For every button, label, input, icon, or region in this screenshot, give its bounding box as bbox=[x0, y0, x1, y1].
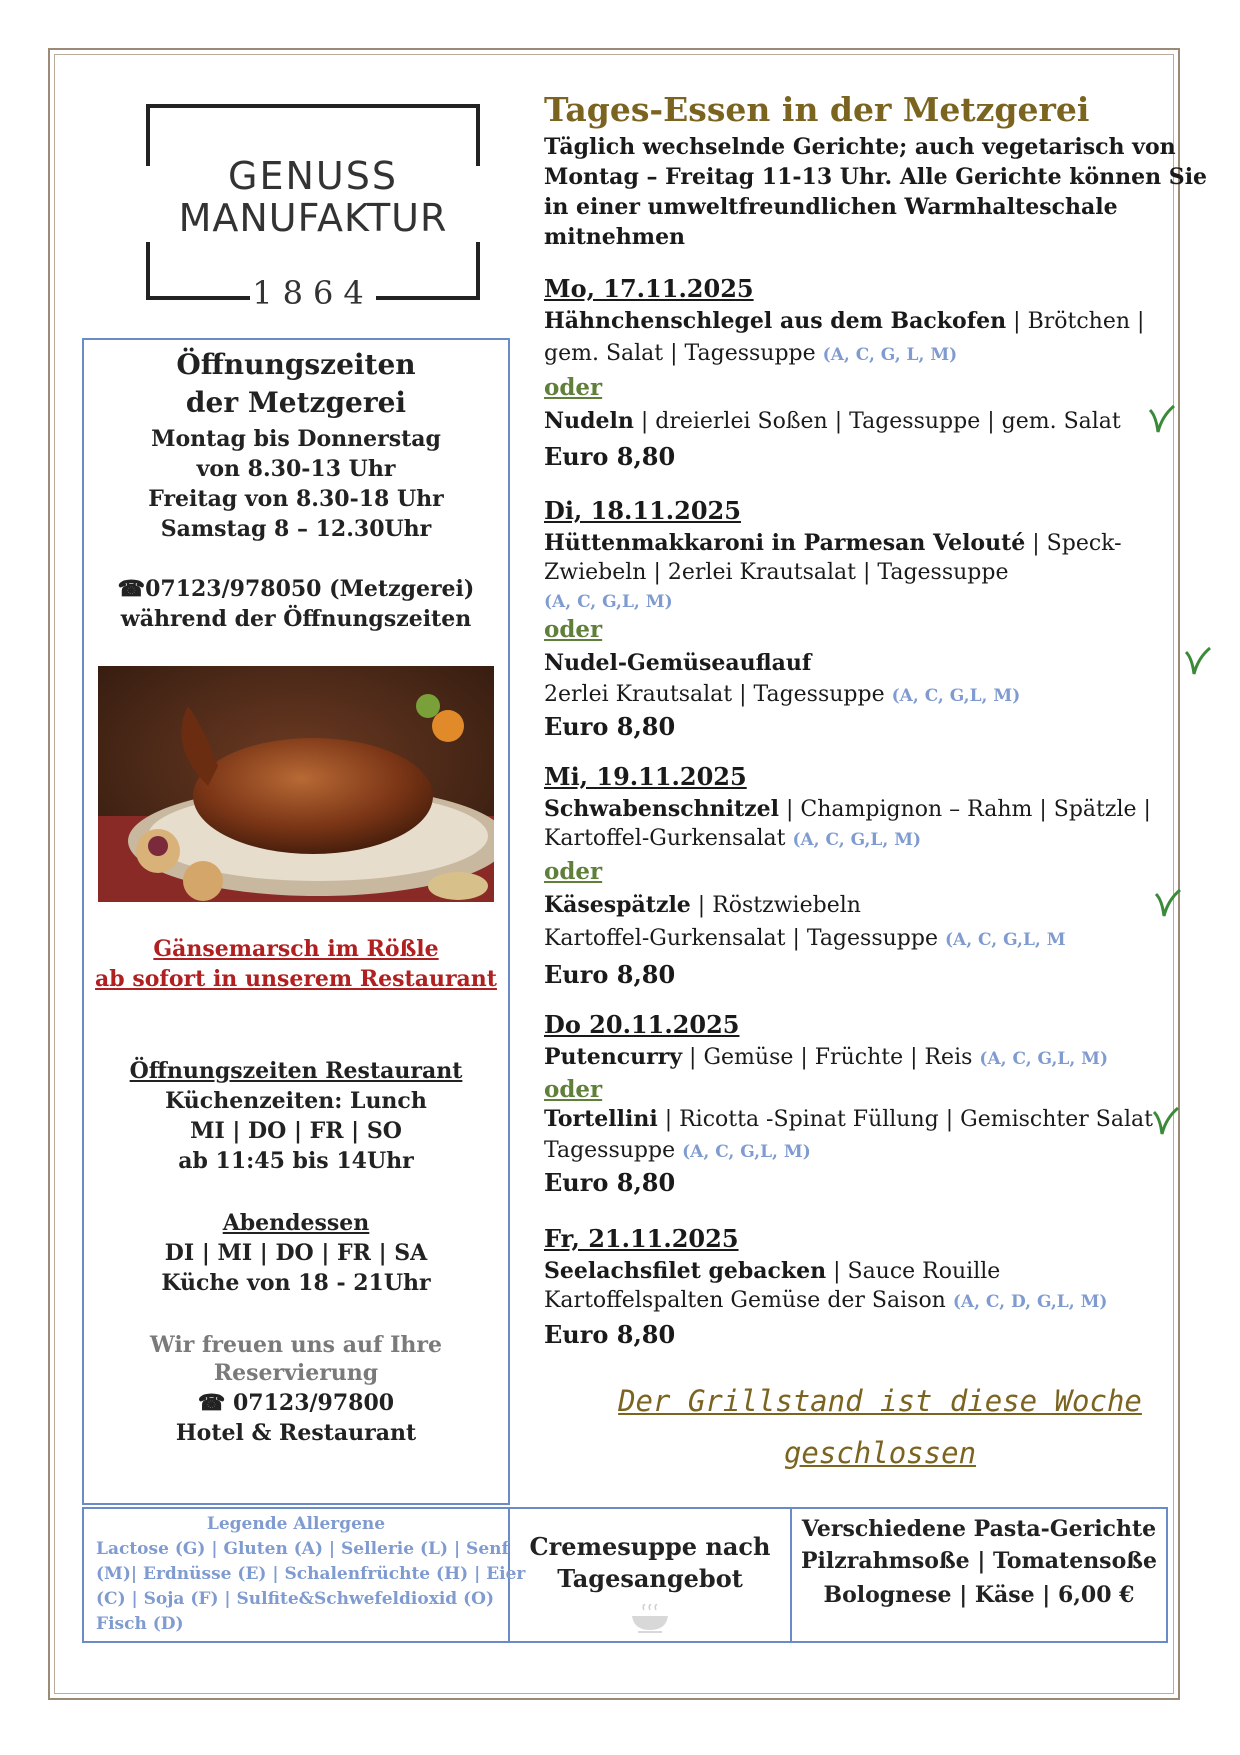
dinner-hours-line: Küche von 18 - 21Uhr bbox=[161, 1270, 431, 1296]
logo-word-1: GENUSS bbox=[228, 154, 398, 198]
lunch-hours-line: MI | DO | FR | SO bbox=[190, 1118, 402, 1144]
leaf-icon bbox=[1182, 644, 1212, 678]
logo-word-2: MANUFAKTUR bbox=[178, 196, 448, 240]
day-date-wednesday: Mi, 19.11.2025 bbox=[544, 762, 747, 791]
butchery-hours-line: von 8.30-13 Uhr bbox=[196, 456, 396, 482]
allergen-legend-line: Lactose (G) | Gluten (A) | Sellerie (L) | Senf bbox=[96, 1539, 509, 1559]
allergen-codes: (A, C, D, G,L, M) bbox=[952, 1292, 1108, 1312]
grill-notice-line-2: geschlossen bbox=[783, 1436, 977, 1470]
allergen-legend-line: (C) | Soja (F) | Sulfite&Schwefeldioxid (O) bbox=[96, 1589, 494, 1609]
leaf-icon bbox=[1152, 886, 1182, 920]
leaf-icon bbox=[1146, 402, 1176, 436]
page-title: Tages-Essen in der Metzgerei bbox=[544, 90, 1090, 129]
price: Euro 8,80 bbox=[544, 1320, 676, 1349]
logo bbox=[146, 104, 480, 312]
allergen-codes: (A, C, G,L, M) bbox=[891, 686, 1021, 706]
soup-line-2: Tagesangebot bbox=[557, 1564, 743, 1593]
allergen-legend-line: Fisch (D) bbox=[96, 1614, 184, 1634]
intro-line: Täglich wechselnde Gerichte; auch vegetarisch von bbox=[544, 134, 1176, 160]
allergen-codes: (A, C, G, L, M) bbox=[822, 345, 958, 365]
lunch-hours-line: ab 11:45 bis 14Uhr bbox=[178, 1148, 414, 1174]
dish-line: Tagessuppe (A, C, G,L, M) bbox=[544, 1138, 811, 1163]
butchery-hours-line: Freitag von 8.30-18 Uhr bbox=[148, 486, 444, 512]
dish-name: Nudel-Gemüseauflauf bbox=[544, 650, 812, 676]
grill-notice-line-1: Der Grillstand ist diese Woche bbox=[618, 1384, 1142, 1418]
lunch-hours-line: Küchenzeiten: Lunch bbox=[165, 1088, 427, 1114]
or-label: oder bbox=[544, 1076, 603, 1103]
restaurant-name: Hotel & Restaurant bbox=[175, 1420, 417, 1446]
butchery-hours-title-1: Öffnungszeiten bbox=[176, 348, 416, 381]
dish-line: Tortellini | Ricotta -Spinat Füllung | Gemischter Salat bbox=[544, 1106, 1153, 1132]
dish-line: Kartoffelspalten Gemüse der Saison (A, C, D, G,L, M) bbox=[544, 1288, 1108, 1313]
dinner-hours-line: DI | MI | DO | FR | SA bbox=[164, 1240, 428, 1266]
pasta-line-2: Pilzrahmsoße | Tomatensoße bbox=[801, 1548, 1157, 1574]
allergen-codes: (A, C, G,L, M) bbox=[792, 830, 922, 850]
butchery-phone-note: während der Öffnungszeiten bbox=[120, 606, 472, 632]
intro-line: Montag – Freitag 11-13 Uhr. Alle Gerichte können Sie bbox=[544, 164, 1208, 190]
soup-line-1: Cremesuppe nach bbox=[529, 1532, 771, 1561]
dish-line: Nudeln | dreierlei Soßen | Tagessuppe | gem. Salat bbox=[544, 408, 1121, 434]
dish-line: Schwabenschnitzel | Champignon – Rahm | Spätzle | bbox=[544, 796, 1151, 822]
dish-line: 2erlei Krautsalat | Tagessuppe (A, C, G,L, M) bbox=[544, 682, 1021, 707]
or-label: oder bbox=[544, 374, 603, 401]
restaurant-phone: ☎ 07123/97800 bbox=[197, 1390, 395, 1416]
butchery-phone: ☎07123/978050 (Metzgerei) bbox=[117, 576, 475, 602]
dish-line: Kartoffel-Gurkensalat | Tagessuppe (A, C, G,L, M bbox=[544, 926, 1066, 951]
leaf-icon bbox=[1150, 1104, 1180, 1138]
dinner-title: Abendessen bbox=[222, 1210, 370, 1236]
dish-line: Kartoffel-Gurkensalat (A, C, G,L, M) bbox=[544, 826, 922, 851]
dish-line: gem. Salat | Tagessuppe (A, C, G, L, M) bbox=[544, 341, 958, 366]
dish-line: Putencurry | Gemüse | Früchte | Reis (A, C, G,L, M) bbox=[544, 1044, 1109, 1070]
day-date-monday: Mo, 17.11.2025 bbox=[544, 274, 754, 303]
allergen-legend-line: (M)| Erdnüsse (E) | Schalenfrüchte (H) | Eier bbox=[96, 1564, 526, 1584]
day-date-friday: Fr, 21.11.2025 bbox=[544, 1224, 739, 1253]
dish-line: Hähnchenschlegel aus dem Backofen | Brötchen | bbox=[544, 308, 1145, 334]
or-label: oder bbox=[544, 858, 603, 885]
intro-line: mitnehmen bbox=[544, 224, 686, 250]
promo-line-2: ab sofort in unserem Restaurant bbox=[95, 966, 497, 992]
allergen-codes: (A, C, G,L, M) bbox=[682, 1142, 811, 1162]
price: Euro 8,80 bbox=[544, 442, 676, 471]
reservation-line: Reservierung bbox=[213, 1360, 379, 1386]
restaurant-hours-title: Öffnungszeiten Restaurant bbox=[129, 1058, 463, 1084]
pasta-line-3: Bolognese | Käse | 6,00 € bbox=[823, 1582, 1135, 1608]
allergen-codes: (A, C, G,L, M) bbox=[979, 1049, 1109, 1069]
promo-line-1: Gänsemarsch im Rößle bbox=[153, 936, 439, 962]
allergen-codes: (A, C, G,L, M bbox=[944, 930, 1066, 950]
allergen-legend-title: Legende Allergene bbox=[206, 1514, 386, 1534]
dish-line: Käsespätzle | Röstzwiebeln bbox=[544, 892, 861, 918]
reservation-line: Wir freuen uns auf Ihre bbox=[150, 1332, 442, 1358]
soup-bowl-icon bbox=[628, 1604, 672, 1634]
butchery-hours-title-2: der Metzgerei bbox=[185, 386, 407, 419]
butchery-hours-line: Samstag 8 – 12.30Uhr bbox=[160, 516, 432, 542]
dish-line: Zwiebeln | 2erlei Krautsalat | Tagessuppe bbox=[544, 560, 1009, 585]
dish-line: Seelachsfilet gebacken | Sauce Rouille bbox=[544, 1258, 1001, 1284]
day-date-thursday: Do 20.11.2025 bbox=[544, 1010, 740, 1039]
roast-goose-photo bbox=[98, 666, 494, 902]
allergen-codes: (A, C, G,L, M) bbox=[544, 592, 673, 612]
pasta-line-1: Verschiedene Pasta-Gerichte bbox=[801, 1516, 1157, 1542]
butchery-hours-line: Montag bis Donnerstag bbox=[151, 426, 441, 452]
intro-line: in einer umweltfreundlichen Warmhalteschale bbox=[544, 194, 1118, 220]
or-label: oder bbox=[544, 616, 603, 643]
price: Euro 8,80 bbox=[544, 960, 676, 989]
dish-line: Hüttenmakkaroni in Parmesan Velouté | Speck- bbox=[544, 530, 1122, 556]
day-date-tuesday: Di, 18.11.2025 bbox=[544, 496, 741, 525]
price: Euro 8,80 bbox=[544, 712, 676, 741]
price: Euro 8,80 bbox=[544, 1168, 676, 1197]
logo-year: 1864 bbox=[252, 274, 374, 312]
opening-hours-box bbox=[82, 338, 510, 1505]
